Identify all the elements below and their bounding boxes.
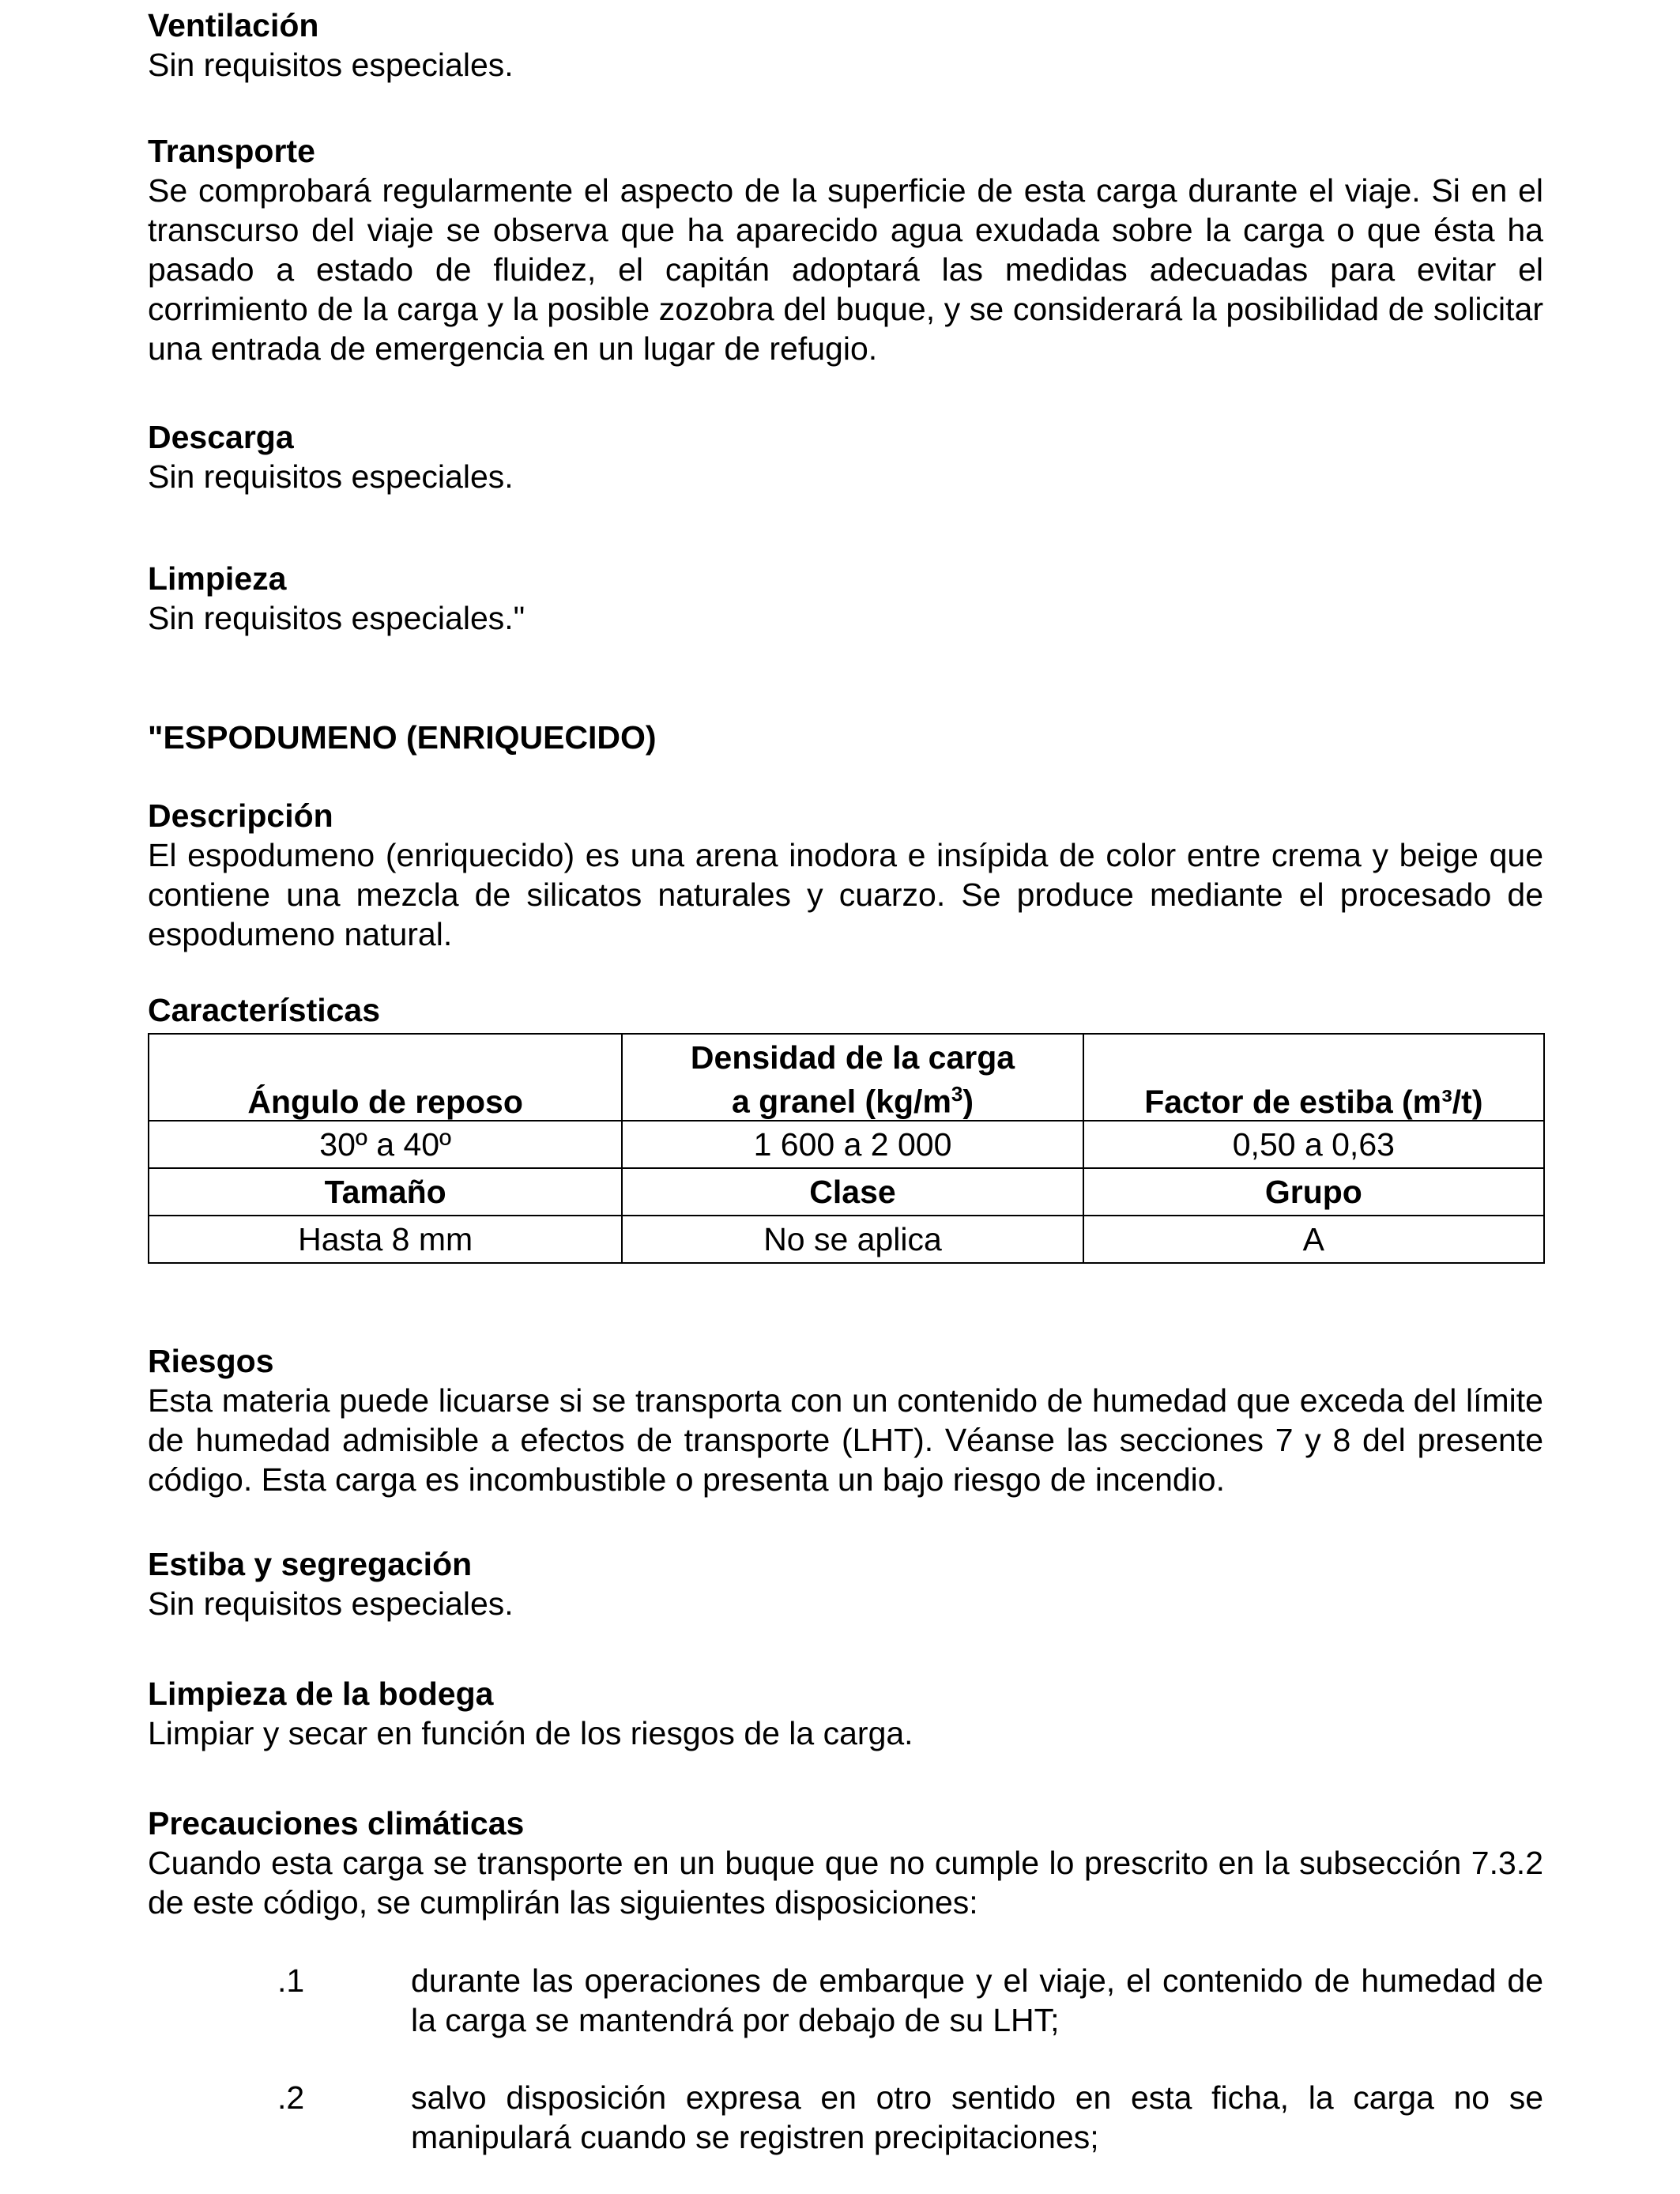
header-factor-estiba: Factor de estiba (m³/t)	[1083, 1034, 1544, 1121]
table-row	[149, 1216, 1544, 1263]
header-densidad: Densidad de la carga a granel $(kg/m^3)$	[622, 1034, 1083, 1121]
cell-clase: No se aplica	[622, 1216, 1083, 1263]
text-ventilacion: Sin requisitos especiales.	[148, 47, 514, 83]
header-angulo: Ángulo de reposo	[149, 1034, 622, 1121]
text-transporte: Se comprobará regularmente el aspecto de la superficie de esta carga durante el viaje. Si en el transcurso del viaje se observa que ha aparecido agua exudada sobre la carga o que ésta ha pasado a estado de fluidez, el capitán adoptará las medidas adecuadas para evitar el corrimiento de la carga y la posible zozobra del buque, y se considerará la posibilidad de solicitar una entrada de emergencia en un lugar de refugio.	[148, 172, 1543, 367]
text-limpieza: Sin requisitos especiales."	[148, 600, 525, 636]
list-number: .2	[277, 2079, 305, 2116]
header-clase: Clase	[622, 1168, 1083, 1216]
heading-descripcion: Descripción	[148, 797, 333, 834]
text-descarga: Sin requisitos especiales.	[148, 458, 514, 495]
table-header-row	[149, 1168, 1544, 1216]
cell-grupo: A	[1083, 1216, 1544, 1263]
heading-transporte: Transporte	[148, 133, 315, 169]
text-estiba: Sin requisitos especiales.	[148, 1585, 514, 1622]
characteristics-table	[148, 1033, 1545, 1264]
text-precauciones: Cuando esta carga se transporte en un buque que no cumple lo prescrito en la subsección 7.3.2 de este código, se cumplirán las siguientes disposiciones:	[148, 1845, 1543, 1921]
list-text: salvo disposición expresa en otro sentido en esta ficha, la carga no se manipulará cuando se registren precipitaciones;	[411, 2079, 1543, 2155]
list-item	[148, 2078, 1543, 2157]
cell-angulo: 30º a 40º	[149, 1121, 622, 1168]
heading-ventilacion: Ventilación	[148, 7, 319, 43]
heading-estiba: Estiba y segregación	[148, 1546, 473, 1582]
heading-riesgos: Riesgos	[148, 1343, 274, 1379]
list-number: .1	[277, 1962, 305, 1999]
header-tamano: Tamaño	[149, 1168, 622, 1216]
table-header-row	[149, 1034, 1544, 1121]
header-grupo: Grupo	[1083, 1168, 1544, 1216]
heading-limpieza: Limpieza	[148, 560, 287, 597]
cargo-title: "ESPODUMENO (ENRIQUECIDO)	[148, 719, 657, 756]
text-descripcion: El espodumeno (enriquecido) es una arena inodora e insípida de color entre crema y beige que contiene una mezcla de silicatos naturales y cuarzo. Se produce mediante el procesado de espodumeno natural.	[148, 837, 1543, 952]
list-text: durante las operaciones de embarque y el viaje, el contenido de humedad de la carga se mantendrá por debajo de su LHT;	[411, 1962, 1543, 2038]
table-row	[149, 1121, 1544, 1168]
list-item	[148, 1961, 1543, 2040]
cell-tamano: Hasta 8 mm	[149, 1216, 622, 1263]
cell-factor-estiba: 0,50 a 0,63	[1083, 1121, 1544, 1168]
text-riesgos: Esta materia puede licuarse si se transporta con un contenido de humedad que exceda del límite de humedad admisible a efectos de transporte (LHT). Véanse las secciones 7 y 8 del presente código. Esta carga es incombustible o presenta un bajo riesgo de incendio.	[148, 1382, 1543, 1498]
text-limpieza-bodega: Limpiar y secar en función de los riesgos de la carga.	[148, 1715, 913, 1751]
heading-descarga: Descarga	[148, 419, 294, 455]
heading-limpieza-bodega: Limpieza de la bodega	[148, 1676, 494, 1712]
heading-precauciones: Precauciones climáticas	[148, 1805, 525, 1842]
heading-caracteristicas: Características	[148, 992, 381, 1028]
cell-densidad: 1 600 a 2 000	[622, 1121, 1083, 1168]
